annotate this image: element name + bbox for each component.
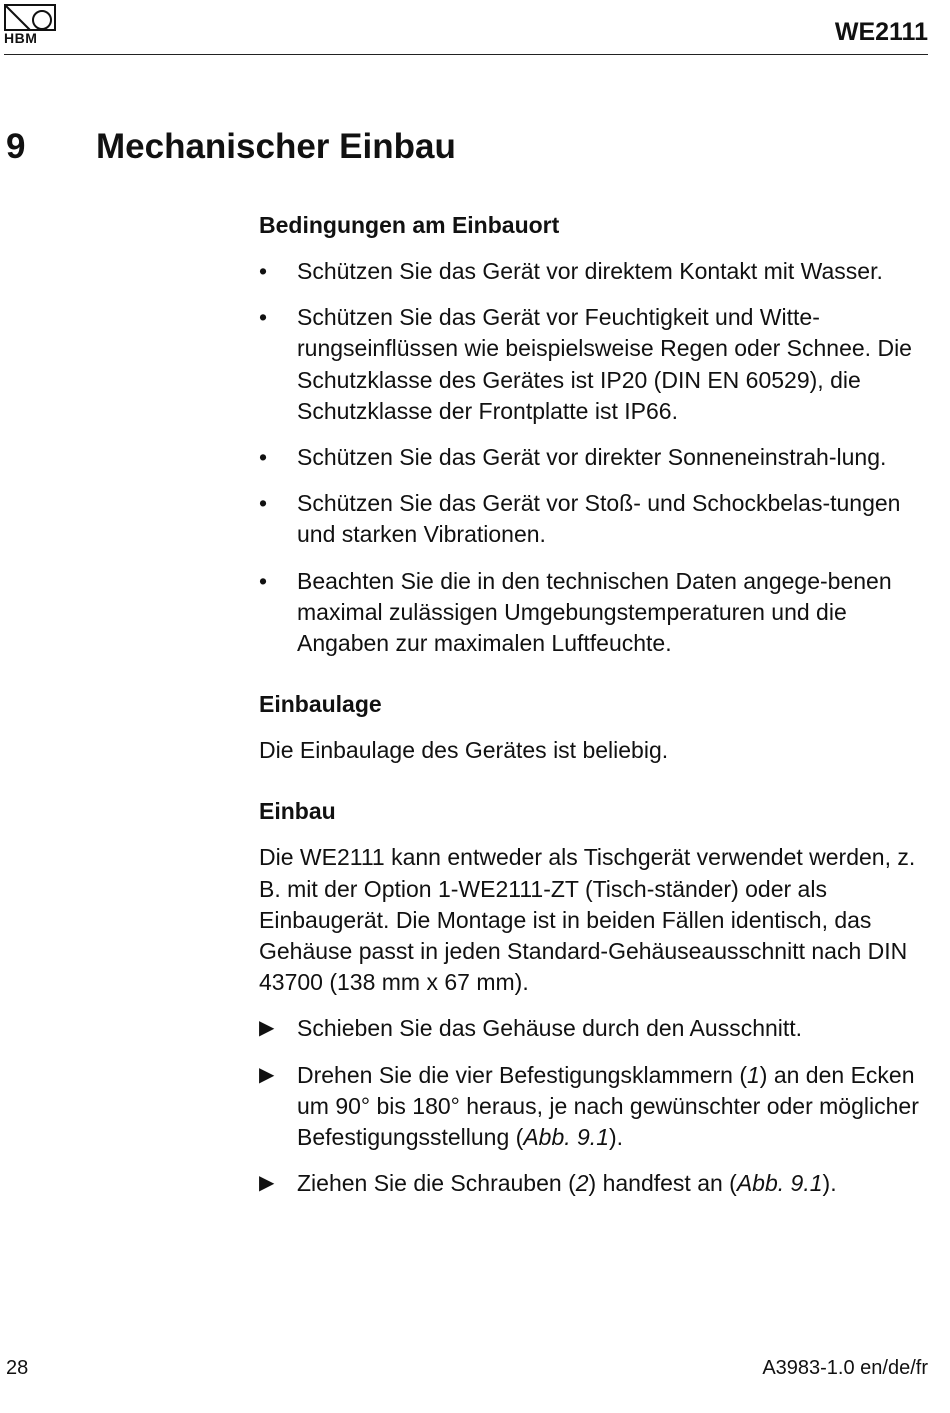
bullet-icon: • — [259, 490, 268, 517]
triangle-right-icon: ▶ — [259, 1017, 275, 1040]
list-item: • Schützen Sie das Gerät vor direkter Sonneneinstrah-lung. — [259, 442, 929, 473]
step-item: ▶ Drehen Sie die vier Befestigungsklammern (1) an den Ecken um 90° bis 180° heraus, je nach gewünschter oder möglicher Befestigungsstellung (Abb. 9.1). — [259, 1061, 919, 1151]
bullet-icon: • — [259, 258, 268, 284]
step-item: ▶ Schieben Sie das Gehäuse durch den Ausschnitt. — [259, 1013, 929, 1044]
body-content — [259, 208, 929, 1199]
header-title: WE2111 — [834, 18, 928, 46]
bullet-icon: • — [259, 304, 268, 331]
document-id: A3983-1.0 en/de/fr — [762, 1357, 928, 1379]
list-item: • Schützen Sie das Gerät vor Feuchtigkeit und Witte-rungseinflüssen wie beispielsweise Regen oder Schnee. Die Schutzklasse des Gerätes ist IP20 (DIN EN 60529), die Schutzklasse der Frontplatte ist IP66. — [259, 304, 912, 424]
conditions-list — [259, 256, 929, 659]
figure-reference: Abb. 9.1 — [523, 1124, 609, 1151]
section-heading-mounting: Einbau — [259, 798, 336, 825]
triangle-right-icon: ▶ — [259, 1172, 275, 1195]
section-heading-conditions: Bedingungen am Einbauort — [259, 212, 560, 238]
section-heading-position: Einbaulage — [259, 691, 382, 718]
bullet-icon: • — [259, 444, 268, 471]
step-item: ▶ Ziehen Sie die Schrauben (2) handfest an (Abb. 9.1). — [259, 1168, 929, 1199]
chapter-title: Mechanischer Einbau — [96, 127, 456, 166]
chapter-number: 9 — [6, 127, 26, 166]
list-item: • Schützen Sie das Gerät vor direktem Kontakt mit Wasser. — [259, 256, 929, 287]
position-text: Die Einbaulage des Gerätes ist beliebig. — [259, 737, 669, 764]
list-item: • Schützen Sie das Gerät vor Stoß- und Schockbelas-tungen und starken Vibrationen. — [259, 490, 901, 548]
header-divider — [4, 54, 928, 55]
mounting-steps — [259, 1013, 929, 1199]
hbm-logo — [4, 4, 56, 46]
reference-number: 2 — [575, 1170, 589, 1197]
page-number: 28 — [6, 1357, 29, 1379]
logo-text: HBM — [4, 30, 38, 46]
list-item: • Beachten Sie die in den technischen Daten angege-benen maximal zulässigen Umgebungstemperaturen und die Angaben zur maximalen Luftfeuchte. — [259, 567, 892, 657]
reference-number: 1 — [746, 1061, 760, 1088]
hbm-logo-icon — [4, 4, 56, 32]
figure-reference: Abb. 9.1 — [736, 1170, 823, 1197]
triangle-right-icon: ▶ — [259, 1063, 275, 1086]
bullet-icon: • — [259, 567, 268, 594]
mounting-text: Die WE2111 kann entweder als Tischgerät verwendet werden, z. B. mit der Option 1-WE2111-ZT (Tisch-ständer) oder als Einbaugerät. Die Montage ist in beiden Fällen identisch, das Gehäuse passt in jeden Standard-Gehäuseausschnitt nach DIN 43700 (138 mm x 67 mm). — [259, 844, 916, 996]
